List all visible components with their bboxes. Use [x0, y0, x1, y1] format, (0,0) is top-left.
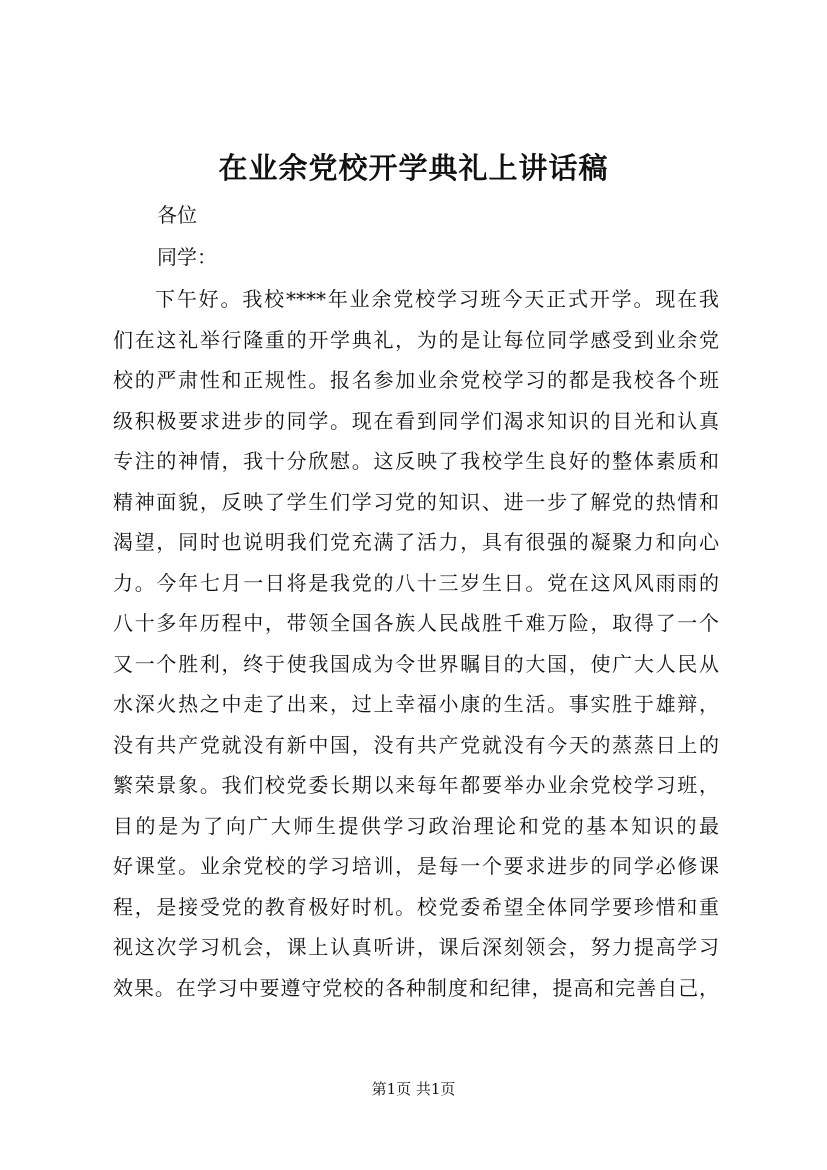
body-line: 下午好。我校****年业余党校学习班今天正式开学。现在我: [155, 287, 719, 311]
body-line: 精神面貌，反映了学生们学习党的知识、进一步了解党的热情和: [113, 489, 719, 514]
body-line: 没有共产党就没有新中国，没有共产党就没有今天的蒸蒸日上的: [113, 732, 719, 757]
speech-body: [113, 279, 719, 1008]
body-line: 繁荣景象。我们校党委长期以来每年都要举办业余党校学习班，: [113, 773, 719, 797]
body-line: 目的是为了向广大师生提供学习政治理论和党的基本知识的最: [113, 813, 719, 838]
body-line: 程，是接受党的教育极好时机。校党委希望全体同学要珍惜和重: [113, 894, 719, 919]
body-line: 校的严肃性和正规性。报名参加业余党校学习的都是我校各个班: [113, 368, 719, 392]
body-line: 水深火热之中走了出来，过上幸福小康的生活。事实胜于雄辩，: [113, 692, 719, 716]
salutation-line-2: 同学：: [157, 245, 217, 269]
page-number-footer: 第1页 共1页: [371, 1080, 456, 1098]
body-line: 渴望，同时也说明我们党充满了活力，具有很强的凝聚力和向心: [113, 530, 719, 554]
salutation-line-1: 各位: [157, 203, 197, 227]
body-line: 效果。在学习中要遵守党校的各种制度和纪律，提高和完善自己，: [113, 975, 719, 1000]
body-line: 又一个胜利，终于使我国成为令世界瞩目的大国，使广大人民从: [113, 651, 719, 676]
document-title: 在业余党校开学典礼上讲话稿: [218, 151, 609, 185]
body-line: 级积极要求进步的同学。现在看到同学们渴求知识的目光和认真: [113, 408, 719, 433]
body-line: 们在这礼举行隆重的开学典礼，为的是让每位同学感受到业余党: [113, 327, 719, 352]
body-line: 专注的神情，我十分欣慰。这反映了我校学生良好的整体素质和: [113, 449, 719, 473]
body-line: 视这次学习机会，课上认真听讲，课后深刻领会，努力提高学习: [113, 935, 719, 959]
body-line: 八十多年历程中，带领全国各族人民战胜千难万险，取得了一个: [113, 611, 719, 635]
body-line: 好课堂。业余党校的学习培训，是每一个要求进步的同学必修课: [113, 854, 719, 878]
body-line: 力。今年七月一日将是我党的八十三岁生日。党在这风风雨雨的: [113, 570, 719, 595]
